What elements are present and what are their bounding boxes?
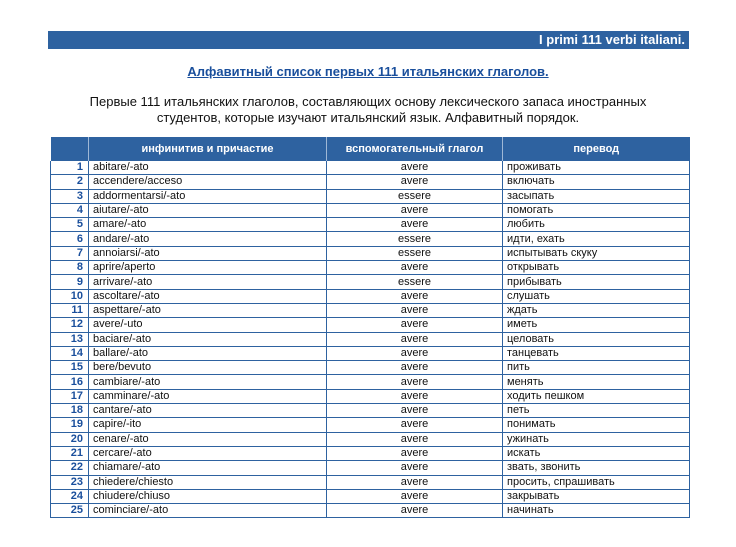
table-row: [51, 275, 690, 289]
auxiliary-verb: avere: [327, 475, 503, 489]
row-number: 7: [51, 246, 89, 260]
row-number: 14: [51, 346, 89, 360]
translation: слушать: [503, 289, 690, 303]
page-title: Алфавитный список первых 111 итальянских глаголов.: [187, 64, 549, 79]
translation: танцевать: [503, 346, 690, 360]
column-header-auxiliary: вспомогательный глагол: [327, 137, 503, 161]
auxiliary-verb: avere: [327, 261, 503, 275]
auxiliary-verb: avere: [327, 161, 503, 175]
auxiliary-verb: avere: [327, 504, 503, 518]
verb-infinitive: chiamare/-ato: [89, 461, 327, 475]
table-row: [51, 218, 690, 232]
translation: петь: [503, 404, 690, 418]
table-row: [51, 446, 690, 460]
translation: пить: [503, 361, 690, 375]
table-row: [51, 418, 690, 432]
table-row: [51, 361, 690, 375]
auxiliary-verb: avere: [327, 432, 503, 446]
verbs-table: [50, 137, 690, 518]
row-number: 9: [51, 275, 89, 289]
table-header-row: [51, 137, 690, 161]
translation: начинать: [503, 504, 690, 518]
row-number: 20: [51, 432, 89, 446]
verb-infinitive: amare/-ato: [89, 218, 327, 232]
row-number: 16: [51, 375, 89, 389]
auxiliary-verb: essere: [327, 189, 503, 203]
row-number: 10: [51, 289, 89, 303]
verb-infinitive: accendere/acceso: [89, 175, 327, 189]
verb-infinitive: aiutare/-ato: [89, 203, 327, 217]
table-row: [51, 189, 690, 203]
translation: ужинать: [503, 432, 690, 446]
row-number: 19: [51, 418, 89, 432]
translation: любить: [503, 218, 690, 232]
table-row: [51, 332, 690, 346]
row-number: 25: [51, 504, 89, 518]
table-row: [51, 375, 690, 389]
verb-infinitive: capire/-ito: [89, 418, 327, 432]
translation: просить, спрашивать: [503, 475, 690, 489]
row-number: 15: [51, 361, 89, 375]
translation: проживать: [503, 161, 690, 175]
row-number: 21: [51, 446, 89, 460]
table-row: [51, 203, 690, 217]
row-number: 12: [51, 318, 89, 332]
table-row: [51, 161, 690, 175]
table-row: [51, 461, 690, 475]
translation: засыпать: [503, 189, 690, 203]
auxiliary-verb: essere: [327, 232, 503, 246]
table-row: [51, 404, 690, 418]
table-row: [51, 389, 690, 403]
auxiliary-verb: avere: [327, 361, 503, 375]
verb-infinitive: chiedere/chiesto: [89, 475, 327, 489]
verb-infinitive: aspettare/-ato: [89, 303, 327, 317]
row-number: 11: [51, 303, 89, 317]
row-number: 24: [51, 489, 89, 503]
table-row: [51, 303, 690, 317]
row-number: 8: [51, 261, 89, 275]
verb-infinitive: cantare/-ato: [89, 404, 327, 418]
auxiliary-verb: avere: [327, 489, 503, 503]
table-row: [51, 346, 690, 360]
auxiliary-verb: essere: [327, 275, 503, 289]
auxiliary-verb: avere: [327, 332, 503, 346]
translation: прибывать: [503, 275, 690, 289]
translation: ждать: [503, 303, 690, 317]
verb-infinitive: addormentarsi/-ato: [89, 189, 327, 203]
column-header-translation: перевод: [503, 137, 690, 161]
row-number: 5: [51, 218, 89, 232]
row-number: 1: [51, 161, 89, 175]
row-number: 23: [51, 475, 89, 489]
row-number: 13: [51, 332, 89, 346]
verb-infinitive: cambiare/-ato: [89, 375, 327, 389]
translation: понимать: [503, 418, 690, 432]
row-number: 3: [51, 189, 89, 203]
auxiliary-verb: essere: [327, 246, 503, 260]
translation: ходить пешком: [503, 389, 690, 403]
verb-infinitive: annoiarsi/-ato: [89, 246, 327, 260]
row-number: 22: [51, 461, 89, 475]
table-row: [51, 175, 690, 189]
translation: открывать: [503, 261, 690, 275]
verb-infinitive: andare/-ato: [89, 232, 327, 246]
translation: звать, звонить: [503, 461, 690, 475]
translation: включать: [503, 175, 690, 189]
verb-infinitive: cercare/-ato: [89, 446, 327, 460]
row-number: 18: [51, 404, 89, 418]
table-row: [51, 261, 690, 275]
table-row: [51, 232, 690, 246]
translation: иметь: [503, 318, 690, 332]
verb-infinitive: bere/bevuto: [89, 361, 327, 375]
verb-infinitive: cominciare/-ato: [89, 504, 327, 518]
translation: искать: [503, 446, 690, 460]
translation: испытывать скуку: [503, 246, 690, 260]
auxiliary-verb: avere: [327, 346, 503, 360]
verb-infinitive: aprire/aperto: [89, 261, 327, 275]
translation: закрывать: [503, 489, 690, 503]
table-row: [51, 246, 690, 260]
verb-infinitive: chiudere/chiuso: [89, 489, 327, 503]
verb-infinitive: avere/-uto: [89, 318, 327, 332]
translation: помогать: [503, 203, 690, 217]
auxiliary-verb: avere: [327, 175, 503, 189]
auxiliary-verb: avere: [327, 318, 503, 332]
table-row: [51, 289, 690, 303]
row-number: 4: [51, 203, 89, 217]
verb-infinitive: cenare/-ato: [89, 432, 327, 446]
verb-infinitive: camminare/-ato: [89, 389, 327, 403]
translation: менять: [503, 375, 690, 389]
translation: целовать: [503, 332, 690, 346]
table-row: [51, 475, 690, 489]
auxiliary-verb: avere: [327, 375, 503, 389]
verb-infinitive: ballare/-ato: [89, 346, 327, 360]
table-row: [51, 318, 690, 332]
translation: идти, ехать: [503, 232, 690, 246]
auxiliary-verb: avere: [327, 389, 503, 403]
row-number: 6: [51, 232, 89, 246]
auxiliary-verb: avere: [327, 404, 503, 418]
verb-infinitive: abitare/-ato: [89, 161, 327, 175]
verb-infinitive: baciare/-ato: [89, 332, 327, 346]
intro-text: Первые 111 итальянских глаголов, составляющих основу лексического запаса иностранных студентов, которые изучают итальянский язык. Алфавитный порядок.: [89, 94, 647, 125]
verb-infinitive: ascoltare/-ato: [89, 289, 327, 303]
row-number: 2: [51, 175, 89, 189]
table-row: [51, 432, 690, 446]
auxiliary-verb: avere: [327, 289, 503, 303]
auxiliary-verb: avere: [327, 461, 503, 475]
column-header-infinitive: инфинитив и причастие: [89, 137, 327, 161]
column-header-number: [51, 137, 89, 161]
auxiliary-verb: avere: [327, 303, 503, 317]
auxiliary-verb: avere: [327, 418, 503, 432]
auxiliary-verb: avere: [327, 203, 503, 217]
row-number: 17: [51, 389, 89, 403]
auxiliary-verb: avere: [327, 218, 503, 232]
page-banner: I primi 111 verbi italiani.: [48, 31, 689, 49]
verb-infinitive: arrivare/-ato: [89, 275, 327, 289]
auxiliary-verb: avere: [327, 446, 503, 460]
table-row: [51, 489, 690, 503]
table-row: [51, 504, 690, 518]
